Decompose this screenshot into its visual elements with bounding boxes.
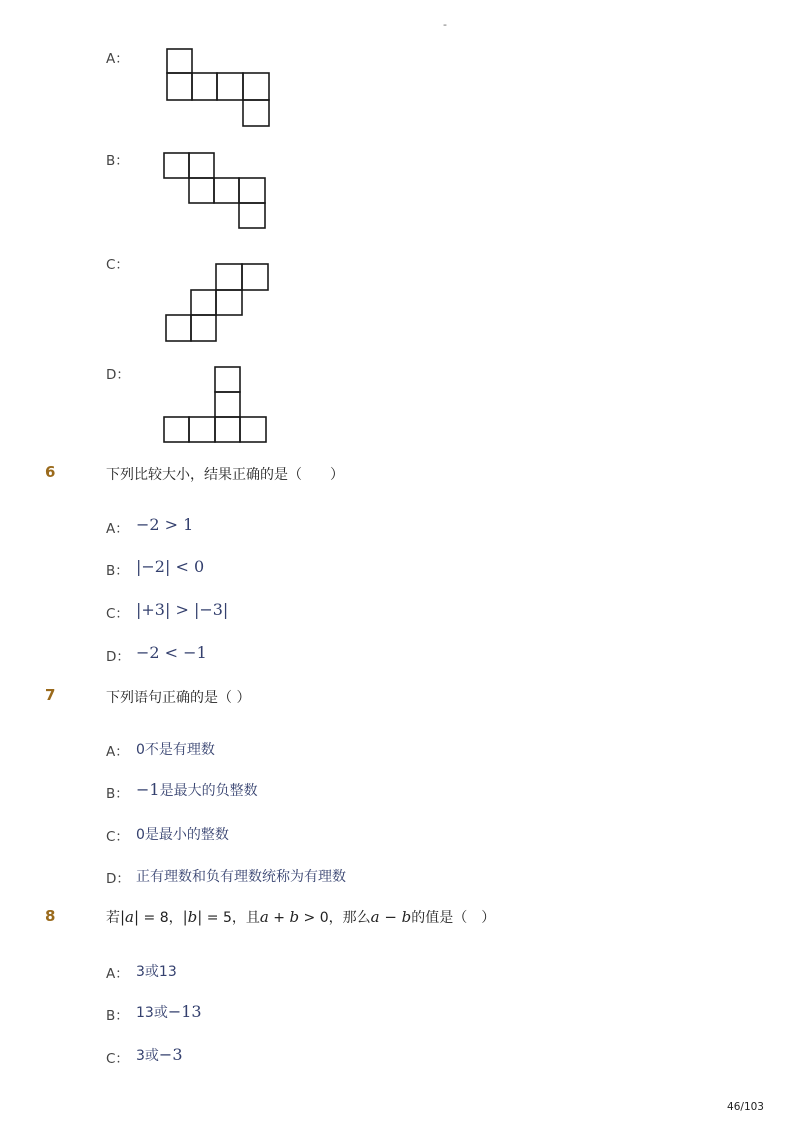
q6-option-label-a: A：	[106, 521, 129, 537]
q6-option-label-c: C：	[106, 606, 129, 622]
q8-math-a-minus-b: a − b	[370, 908, 412, 926]
q7-option-b-math: −1	[136, 780, 160, 799]
q8-text-part: = 8，	[139, 910, 183, 926]
q6-option-c-expr: |+3| > |−3|	[136, 600, 229, 619]
q8-option-b-text	[136, 1002, 202, 1022]
q8-math-abs-b: |b|	[182, 908, 203, 926]
q8-option-label-b: B：	[106, 1008, 129, 1024]
question-text-6: 下列比较大小，结果正确的是（ ）	[106, 467, 344, 483]
q8-math-b: b	[289, 908, 300, 926]
q7-option-b-text	[136, 780, 258, 800]
q7-option-b-words: 是最大的负整数	[159, 783, 258, 799]
question-number-6: 6	[45, 463, 56, 481]
q8-option-b-words: 13或	[136, 1005, 168, 1021]
q8-text-part: 的值是（ ）	[411, 910, 496, 926]
q8-text-part: = 5，且	[202, 910, 260, 926]
q7-option-a-text: 0不是有理数	[136, 742, 215, 758]
q8-text-part: > 0，那么	[299, 910, 371, 926]
page-number: 46/103	[727, 1101, 764, 1113]
q8-math-a: a	[259, 908, 269, 926]
q8-option-c-text	[136, 1045, 183, 1065]
q7-option-label-a: A：	[106, 744, 129, 760]
q8-option-label-c: C：	[106, 1051, 129, 1067]
question-number-7: 7	[45, 686, 56, 704]
q6-option-d-expr: −2 < −1	[136, 643, 207, 662]
option-label-b: B：	[106, 153, 129, 169]
q7-option-c-text: 0是最小的整数	[136, 827, 229, 843]
question-text-8	[106, 907, 495, 927]
q8-text-part: +	[268, 910, 290, 926]
q8-option-a-text: 3或13	[136, 964, 177, 980]
q8-text-part: 若	[106, 910, 120, 926]
q8-option-c-words: 3或	[136, 1048, 159, 1064]
q6-option-label-b: B：	[106, 563, 129, 579]
q6-option-b-expr: |−2| < 0	[136, 557, 205, 576]
option-label-a: A：	[106, 51, 129, 67]
question-number-8: 8	[45, 907, 56, 925]
q6-option-label-d: D：	[106, 649, 130, 665]
q8-option-b-math: −13	[167, 1002, 202, 1021]
option-label-c: C：	[106, 257, 129, 273]
q7-option-d-text: 正有理数和负有理数统称为有理数	[136, 869, 346, 885]
option-label-d: D：	[106, 367, 130, 383]
q7-option-label-d: D：	[106, 871, 130, 887]
q8-option-label-a: A：	[106, 966, 129, 982]
q8-math-abs-a: |a|	[120, 908, 140, 926]
q8-option-c-math: −3	[158, 1045, 183, 1064]
q7-option-label-b: B：	[106, 786, 129, 802]
header-mark: -	[443, 18, 447, 31]
question-text-7: 下列语句正确的是（ ）	[106, 690, 251, 706]
q7-option-label-c: C：	[106, 829, 129, 845]
q6-option-a-expr: −2 > 1	[136, 515, 194, 534]
